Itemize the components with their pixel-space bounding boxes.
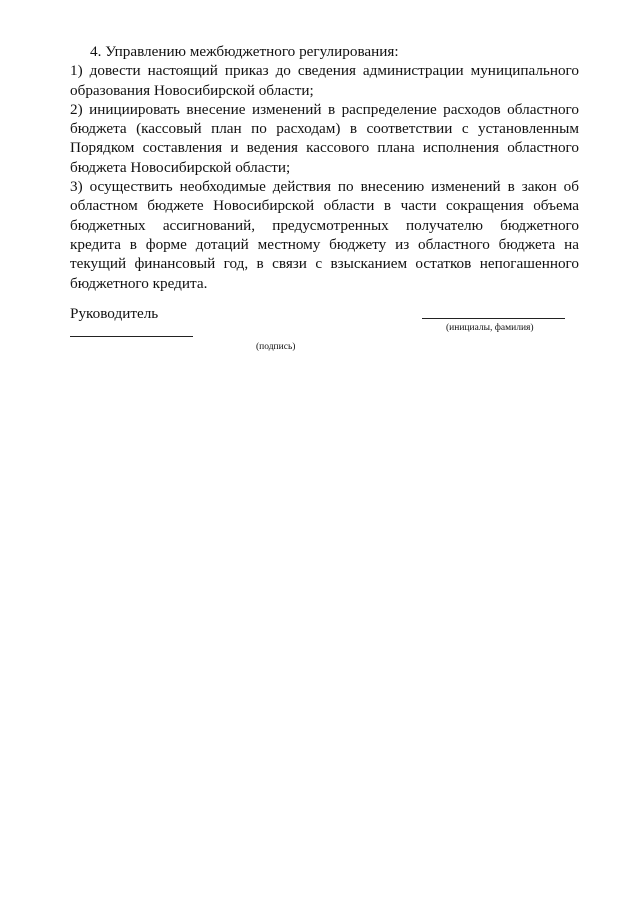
name-line: [422, 318, 565, 319]
list-item-1: 1) довести настоящий приказ до сведения администрации муниципального образования Новосибирской области;: [70, 62, 579, 99]
name-caption: (инициалы, фамилия): [446, 323, 534, 333]
signature-line: [70, 336, 193, 337]
section-heading-4: 4. Управлению межбюджетного регулирования:: [90, 43, 399, 60]
signature-block: [0, 0, 640, 400]
list-item-2: 2) инициировать внесение изменений в распределение расходов областного бюджета (кассовый план по расходам) в соответствии с установленным Порядком составления и ведения кассового плана исполнения областного бюджета Новосибирской области;: [70, 100, 579, 176]
signer-role: Руководитель: [70, 305, 159, 322]
signature-caption: (подпись): [256, 342, 296, 352]
list-item-3: 3) осуществить необходимые действия по внесению изменений в закон об областном бюджете Новосибирской области в части сокращения объема бюджетных ассигнований, предусмотренных получателю бюджетного кредита в форме дотаций местному бюджету из областного бюджета на текущий финансовый год, в связи с взысканием остатков непогашенного бюджетного кредита.: [70, 178, 579, 292]
